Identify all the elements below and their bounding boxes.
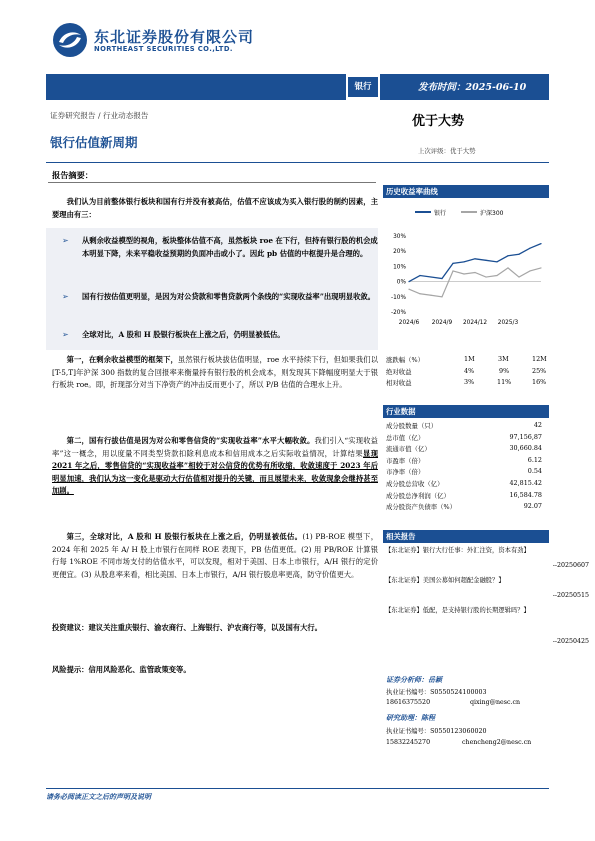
perf-row-3m: 11%	[497, 378, 512, 386]
investment-advice: 投资建议：建议关注重庆银行、渝农商行、上海银行、沪农商行等，以及国有大行。	[52, 623, 322, 632]
bullet-arrow-icon: ➢	[62, 330, 69, 339]
industry-row-label: 成分股总净利润（亿）	[386, 491, 450, 500]
series-point	[452, 263, 453, 264]
paragraph-1	[52, 354, 378, 392]
publish-time: 发布时间：2025-06-10	[418, 82, 527, 93]
analyst-email[interactable]: qixing@nesc.cn	[470, 699, 521, 706]
brand-name-en: NORTHEAST SECURITIES CO.,LTD.	[94, 45, 233, 53]
series-point	[529, 270, 530, 271]
series-point	[463, 261, 464, 262]
legend-index-label: 沪深300	[480, 210, 504, 217]
paragraph-2-lead: 第二，国有行拔估值是因为对公和零售信贷的“实现收益率”水平大幅收敛。	[66, 436, 315, 445]
y-tick-label: -10%	[391, 294, 406, 301]
series-point	[540, 243, 541, 244]
chart-points	[408, 243, 541, 297]
risk-warning: 风险提示：信用风险恶化、监管政策变等。	[52, 665, 191, 674]
related-report-date: --20250425	[552, 638, 589, 645]
perf-header-3m: 3M	[498, 355, 509, 363]
analyst-cert: 执业证书编号：S0550123060020	[386, 728, 487, 735]
analyst-cert: 执业证书编号：S0550524100003	[386, 689, 487, 696]
analyst-phone: 18616375520	[386, 699, 431, 706]
perf-row	[386, 367, 546, 378]
rating: 优于大势	[412, 114, 465, 129]
series-point	[474, 272, 475, 273]
series-point	[452, 270, 453, 271]
x-tick-label: 2025/3	[497, 320, 519, 326]
x-tick-label: 2024/6	[398, 320, 420, 326]
industry-row-label: 成分股总营收（亿）	[386, 480, 444, 488]
bullet-arrow-icon: ➢	[62, 292, 69, 301]
industry-row-label: 市盈率（倍）	[386, 456, 425, 465]
perf-row-12m: 16%	[532, 378, 547, 386]
series-point	[463, 273, 464, 274]
series-point	[540, 267, 541, 268]
perf-row-1m: 4%	[464, 367, 475, 375]
paragraph-3	[52, 531, 378, 581]
paragraph-2	[52, 435, 378, 498]
series-point	[430, 295, 431, 296]
industry-row-value: 42	[533, 421, 542, 429]
header-divider	[46, 162, 549, 163]
page-title: 银行估值新周期	[50, 135, 138, 150]
brand-name-cn: 东北证券股份有限公司	[94, 28, 255, 46]
related-report-link[interactable]: 【东北证券】银行大行任事：外汇注资，资本有劲】	[385, 547, 530, 554]
x-tick-label: 2024/12	[462, 320, 488, 326]
chart-y-ticks	[391, 234, 406, 316]
series-point	[474, 258, 475, 259]
perf-header-12m: 12M	[532, 355, 547, 363]
last-rating: 上次评级：优于大势	[418, 147, 476, 155]
related-report-date: --20250515	[552, 592, 589, 599]
perf-row-12m: 25%	[532, 367, 547, 375]
perf-row-3m: 9%	[499, 367, 510, 375]
industry-row-label: 成分股资产负债率（%）	[386, 503, 456, 512]
footer-disclaimer: 请务必阅读正文之后的声明及说明	[46, 792, 151, 801]
analyst-role: 研究助理：陈程	[386, 713, 435, 722]
industry-row-value: 16,584.78	[509, 490, 542, 499]
industry-row-value: 0.54	[527, 467, 542, 476]
bullet-arrow-icon: ➢	[62, 236, 69, 245]
breadcrumb: 证券研究报告 / 行业动态报告	[50, 111, 149, 120]
paragraph-2-highlight: 显现 2021 年之后，零售信贷的“实现收益率”相较于对公信贷的优势有所收缩，收敛速度于 2023 年后明显加速，我们认为这一变化是驱动大行估值相对提升的关键，而且展望未来，收敛现象会继持甚至加剧。	[52, 448, 379, 496]
series-point	[408, 289, 409, 290]
summary-divider	[48, 182, 376, 183]
perf-header-row	[386, 355, 546, 366]
industry-row-value: 30,660.84	[509, 444, 542, 453]
series-point	[496, 261, 497, 262]
return-chart	[383, 200, 549, 336]
series-point	[507, 255, 508, 256]
perf-header-1m: 1M	[464, 355, 475, 363]
perf-row-label: 相对收益	[386, 379, 412, 387]
series-point	[408, 281, 409, 282]
industry-row-label: 成分股数量（只）	[386, 422, 438, 430]
series-point	[485, 260, 486, 261]
company-logo-icon	[52, 22, 88, 58]
analyst-role: 证券分析师：岳颖	[386, 675, 442, 684]
industry-row-label: 总市值（亿）	[386, 433, 425, 442]
series-point	[507, 267, 508, 268]
industry-row-label: 流通市值（亿）	[386, 445, 431, 454]
industry-row-value: 92.07	[523, 502, 542, 511]
chart-x-ticks	[399, 320, 519, 326]
series-point	[518, 276, 519, 277]
paragraph-2-body: 我们引入“实现收益率”这一概念，用以度量不同类型贷款扣除利息成本和信用成本之后实际收益情况，计算结果	[52, 436, 378, 458]
summary-bullet: 从剩余收益模型的视角，板块整体估值不高，虽然板块 roe 在下行，但持有银行股的机会成本明显下降，未来平稳收益预期的负面冲击或小了。因此 pb 估值的中枢提升是合理的。	[82, 236, 378, 258]
y-tick-label: 0%	[396, 279, 406, 286]
series-point	[529, 248, 530, 249]
paragraph-1-body: 虽然银行板块拔估值明显，roe 水平持续下行，但如果我们以[T-5,T]年沪深 300 指数的复合回报率来衡量持有银行股的机会成本，则发现其下降幅度明显大于银行板块 roe。即，折现部分对当下净资产的冲击反而更小了，所以 P/B 估值的合理水上升。	[52, 355, 378, 390]
paragraph-3-lead: 第三，全球对比，A 股和 H 股银行板块在上涨之后，仍明显被低估。	[66, 532, 303, 541]
industry-row-label: 市净率（倍）	[386, 468, 425, 477]
series-point	[441, 278, 442, 279]
series-point	[430, 276, 431, 277]
series-point	[441, 296, 442, 297]
industry-section-title: 行业数据	[386, 407, 416, 416]
summary-intro: 我们认为目前整体银行板块和国有行并没有被高估，估值不应该成为买入银行股的制约因素，主要理由有三：	[52, 197, 378, 219]
perf-row-1m: 3%	[464, 378, 475, 386]
paragraph-3-body: (1) PB-ROE 模型下，2024 年和 2025 年 A/ H 股上市银行在同样 ROE 表现下，PB 估值更低。(2) 用 PB/ROE 计算银行每 1%ROE 不同市场支付的估值水平，可以发现，相对于美国、日本上市银行，A/H 银行的定价更便宜。(3) 从股息率来看，相比美国、日本上市银行，A/H 银行股息率更高，防守价值更大。	[52, 532, 378, 579]
industry-row-value: 6.12	[527, 455, 542, 464]
related-report-link[interactable]: 【东北证券】美国公募如何超配金融股？】	[385, 577, 505, 584]
sector-label: 银行	[354, 82, 372, 92]
perf-header-label: 涨跌幅（%）	[386, 356, 425, 364]
y-tick-label: 30%	[393, 234, 406, 240]
industry-row-value: 97,156,87	[509, 432, 542, 441]
legend-bank-label: 银行	[434, 210, 447, 217]
analyst-phone: 15832245270	[386, 739, 431, 746]
chart-legend	[415, 209, 504, 217]
perf-row-label: 绝对收益	[386, 368, 412, 376]
y-tick-label: 10%	[393, 264, 406, 271]
analyst-email[interactable]: chencheng2@nesc.cn	[462, 739, 532, 746]
related-section-title: 相关报告	[386, 532, 416, 541]
related-report-date: --20250607	[552, 562, 589, 569]
paragraph-1-lead: 第一，在剩余收益模型的框架下，	[66, 355, 178, 364]
summary-heading: 报告摘要：	[52, 170, 93, 180]
summary-bullet: 国有行按估值更明显，是因为对公贷款和零售贷款两个条线的“实现收益率”出现明显收敛。	[82, 292, 375, 301]
y-tick-label: -20%	[391, 310, 406, 316]
series-point	[419, 293, 420, 294]
series-point	[496, 275, 497, 276]
industry-row-value: 42,815.42	[509, 479, 542, 487]
series-point	[518, 254, 519, 255]
y-tick-label: 20%	[393, 249, 406, 256]
x-tick-label: 2024/9	[431, 320, 453, 326]
perf-row	[386, 378, 546, 389]
series-point	[485, 276, 486, 277]
series-point	[419, 275, 420, 276]
footer-divider	[46, 788, 549, 789]
perf-section-title: 历史收益率曲线	[386, 187, 438, 196]
summary-bullet: 全球对比，A 股和 H 股银行板块在上涨之后，仍明显被低估。	[82, 330, 285, 339]
related-report-link[interactable]: 【东北证券】低配，是支持银行股的长期逻辑吗？】	[385, 607, 530, 614]
